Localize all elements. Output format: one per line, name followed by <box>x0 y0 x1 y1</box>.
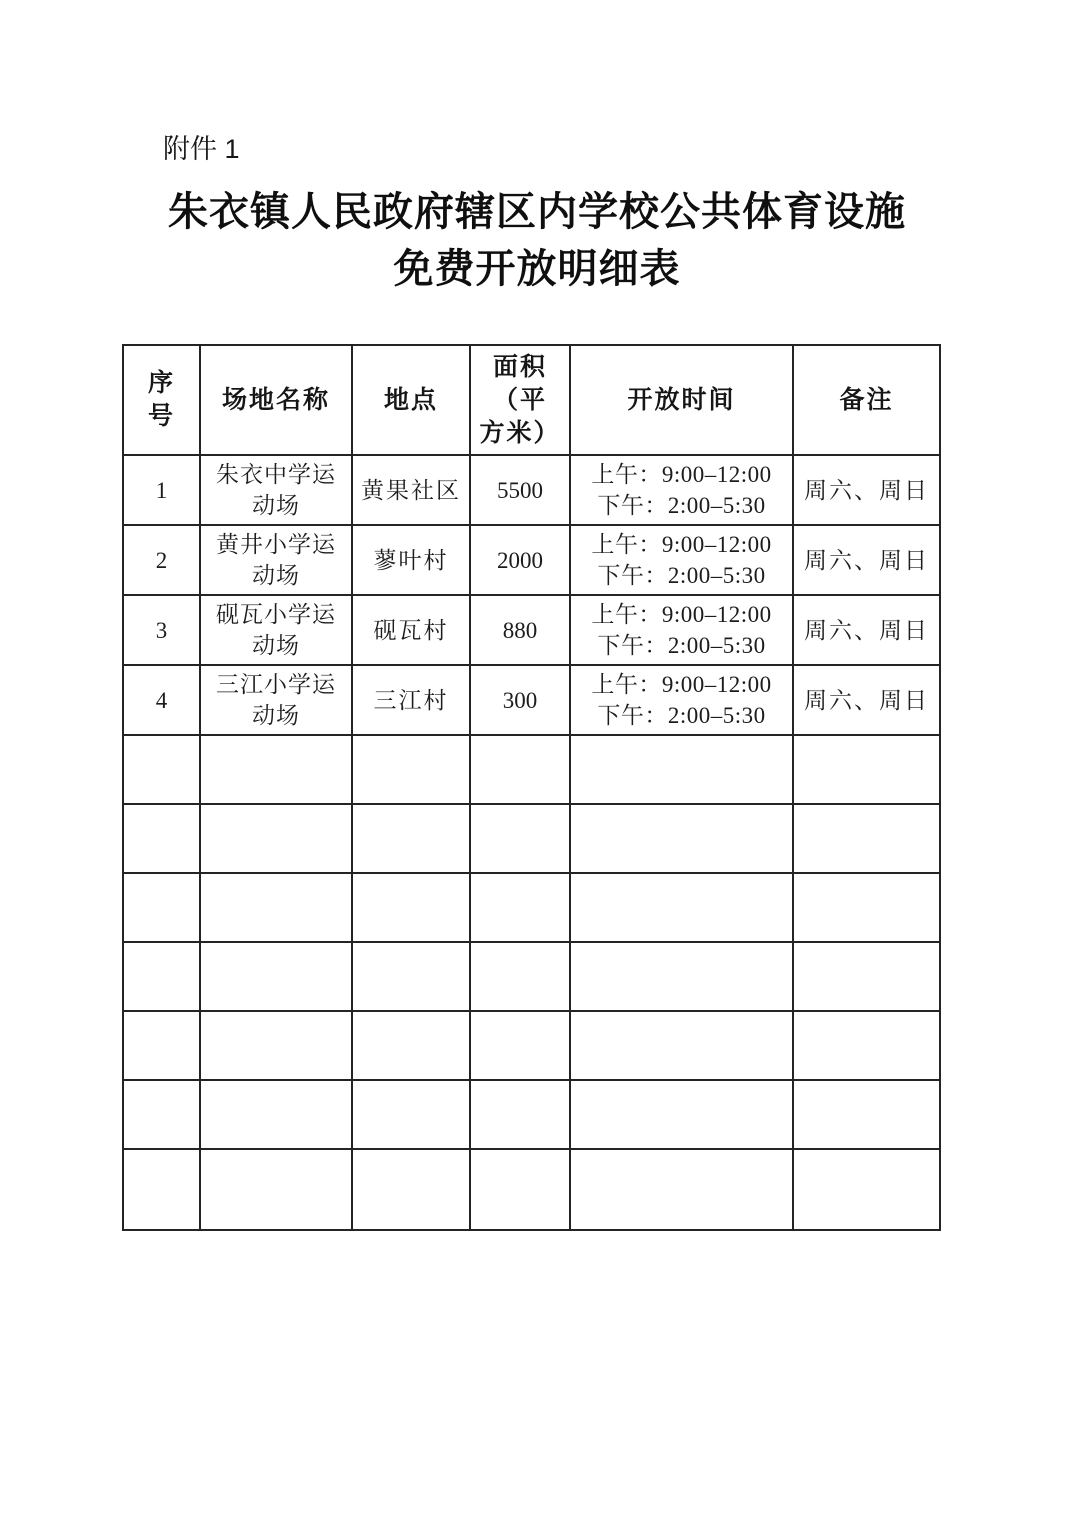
empty-cell <box>123 804 200 873</box>
empty-cell <box>570 942 793 1011</box>
empty-cell <box>123 873 200 942</box>
header-text: 开放时间 <box>627 385 736 414</box>
empty-cell <box>470 1149 570 1230</box>
attachment-label: 附件 1 <box>163 134 240 164</box>
document-title <box>0 183 1074 297</box>
empty-cell <box>570 1080 793 1149</box>
empty-cell <box>123 735 200 804</box>
document-title-line2: 免费开放明细表 <box>393 246 681 291</box>
facility-table <box>122 344 941 1231</box>
empty-table-row <box>123 804 940 873</box>
empty-cell <box>793 735 940 804</box>
empty-cell <box>793 873 940 942</box>
cell-venue <box>200 525 352 595</box>
empty-table-row <box>123 1149 940 1230</box>
empty-cell <box>793 1149 940 1230</box>
table-row <box>123 525 940 595</box>
empty-cell <box>200 804 352 873</box>
cell-area: 880 <box>470 595 570 665</box>
empty-cell <box>470 735 570 804</box>
header-text: 地点 <box>383 385 438 414</box>
empty-cell <box>470 942 570 1011</box>
empty-cell <box>200 1080 352 1149</box>
empty-cell <box>470 1080 570 1149</box>
cell-venue <box>200 595 352 665</box>
empty-cell <box>123 942 200 1011</box>
cell-hours <box>570 665 793 735</box>
hours-afternoon: 下午：2:00–5:30 <box>597 703 766 728</box>
header-col-remark <box>793 345 940 455</box>
hours-morning: 上午：9:00–12:00 <box>591 462 772 487</box>
hours-morning: 上午：9:00–12:00 <box>591 672 772 697</box>
empty-cell <box>570 804 793 873</box>
cell-remark: 周六、周日 <box>793 665 940 735</box>
empty-cell <box>123 1149 200 1230</box>
header-text: 备注 <box>839 385 894 414</box>
table-header-row <box>123 345 940 455</box>
empty-cell <box>123 1080 200 1149</box>
cell-remark: 周六、周日 <box>793 455 940 525</box>
empty-cell <box>470 873 570 942</box>
header-text: 序 <box>147 369 175 397</box>
header-col-area <box>470 345 570 455</box>
header-text: 面积 <box>492 352 547 381</box>
hours-afternoon: 下午：2:00–5:30 <box>597 493 766 518</box>
table-row <box>123 455 940 525</box>
empty-cell <box>470 804 570 873</box>
hours-morning: 上午：9:00–12:00 <box>591 532 772 557</box>
empty-table-row <box>123 942 940 1011</box>
cell-area: 5500 <box>470 455 570 525</box>
empty-cell <box>123 1011 200 1080</box>
empty-cell <box>570 1149 793 1230</box>
cell-area: 2000 <box>470 525 570 595</box>
empty-cell <box>793 942 940 1011</box>
cell-venue <box>200 665 352 735</box>
header-col-location <box>352 345 470 455</box>
empty-cell <box>793 804 940 873</box>
header-col-venue <box>200 345 352 455</box>
empty-table-row <box>123 1080 940 1149</box>
empty-cell <box>352 1011 470 1080</box>
cell-venue <box>200 455 352 525</box>
document-title-line1: 朱衣镇人民政府辖区内学校公共体育设施 <box>168 189 906 234</box>
empty-cell <box>200 1011 352 1080</box>
hours-afternoon: 下午：2:00–5:30 <box>597 563 766 588</box>
cell-location: 砚瓦村 <box>352 595 470 665</box>
table-row <box>123 665 940 735</box>
empty-cell <box>793 1080 940 1149</box>
empty-cell <box>200 735 352 804</box>
cell-location: 黄果社区 <box>352 455 470 525</box>
header-text: （平 <box>492 385 547 414</box>
cell-index: 3 <box>123 595 200 665</box>
cell-hours <box>570 525 793 595</box>
empty-table-row <box>123 1011 940 1080</box>
empty-cell <box>352 735 470 804</box>
cell-area: 300 <box>470 665 570 735</box>
header-text: 场地名称 <box>221 385 330 414</box>
empty-cell <box>570 735 793 804</box>
header-col-hours <box>570 345 793 455</box>
cell-location: 三江村 <box>352 665 470 735</box>
empty-cell <box>200 1149 352 1230</box>
cell-location: 蓼叶村 <box>352 525 470 595</box>
hours-morning: 上午：9:00–12:00 <box>591 602 772 627</box>
header-col-index <box>123 345 200 455</box>
venue-text: 砚瓦小学运动场 <box>216 602 336 658</box>
empty-cell <box>352 1149 470 1230</box>
cell-index: 4 <box>123 665 200 735</box>
header-text: 号 <box>147 402 175 430</box>
empty-cell <box>352 873 470 942</box>
empty-cell <box>793 1011 940 1080</box>
empty-cell <box>200 873 352 942</box>
empty-cell <box>570 873 793 942</box>
table-row <box>123 595 940 665</box>
empty-cell <box>352 1080 470 1149</box>
cell-remark: 周六、周日 <box>793 525 940 595</box>
venue-text: 朱衣中学运动场 <box>216 462 336 518</box>
empty-cell <box>570 1011 793 1080</box>
header-text: 方米） <box>479 418 561 447</box>
cell-hours <box>570 595 793 665</box>
cell-index: 1 <box>123 455 200 525</box>
venue-text: 黄井小学运动场 <box>216 532 336 588</box>
empty-table-row <box>123 735 940 804</box>
cell-index: 2 <box>123 525 200 595</box>
hours-afternoon: 下午：2:00–5:30 <box>597 633 766 658</box>
empty-cell <box>200 942 352 1011</box>
cell-hours <box>570 455 793 525</box>
empty-cell <box>352 804 470 873</box>
venue-text: 三江小学运动场 <box>216 672 336 728</box>
empty-cell <box>352 942 470 1011</box>
cell-remark: 周六、周日 <box>793 595 940 665</box>
empty-cell <box>470 1011 570 1080</box>
empty-table-row <box>123 873 940 942</box>
